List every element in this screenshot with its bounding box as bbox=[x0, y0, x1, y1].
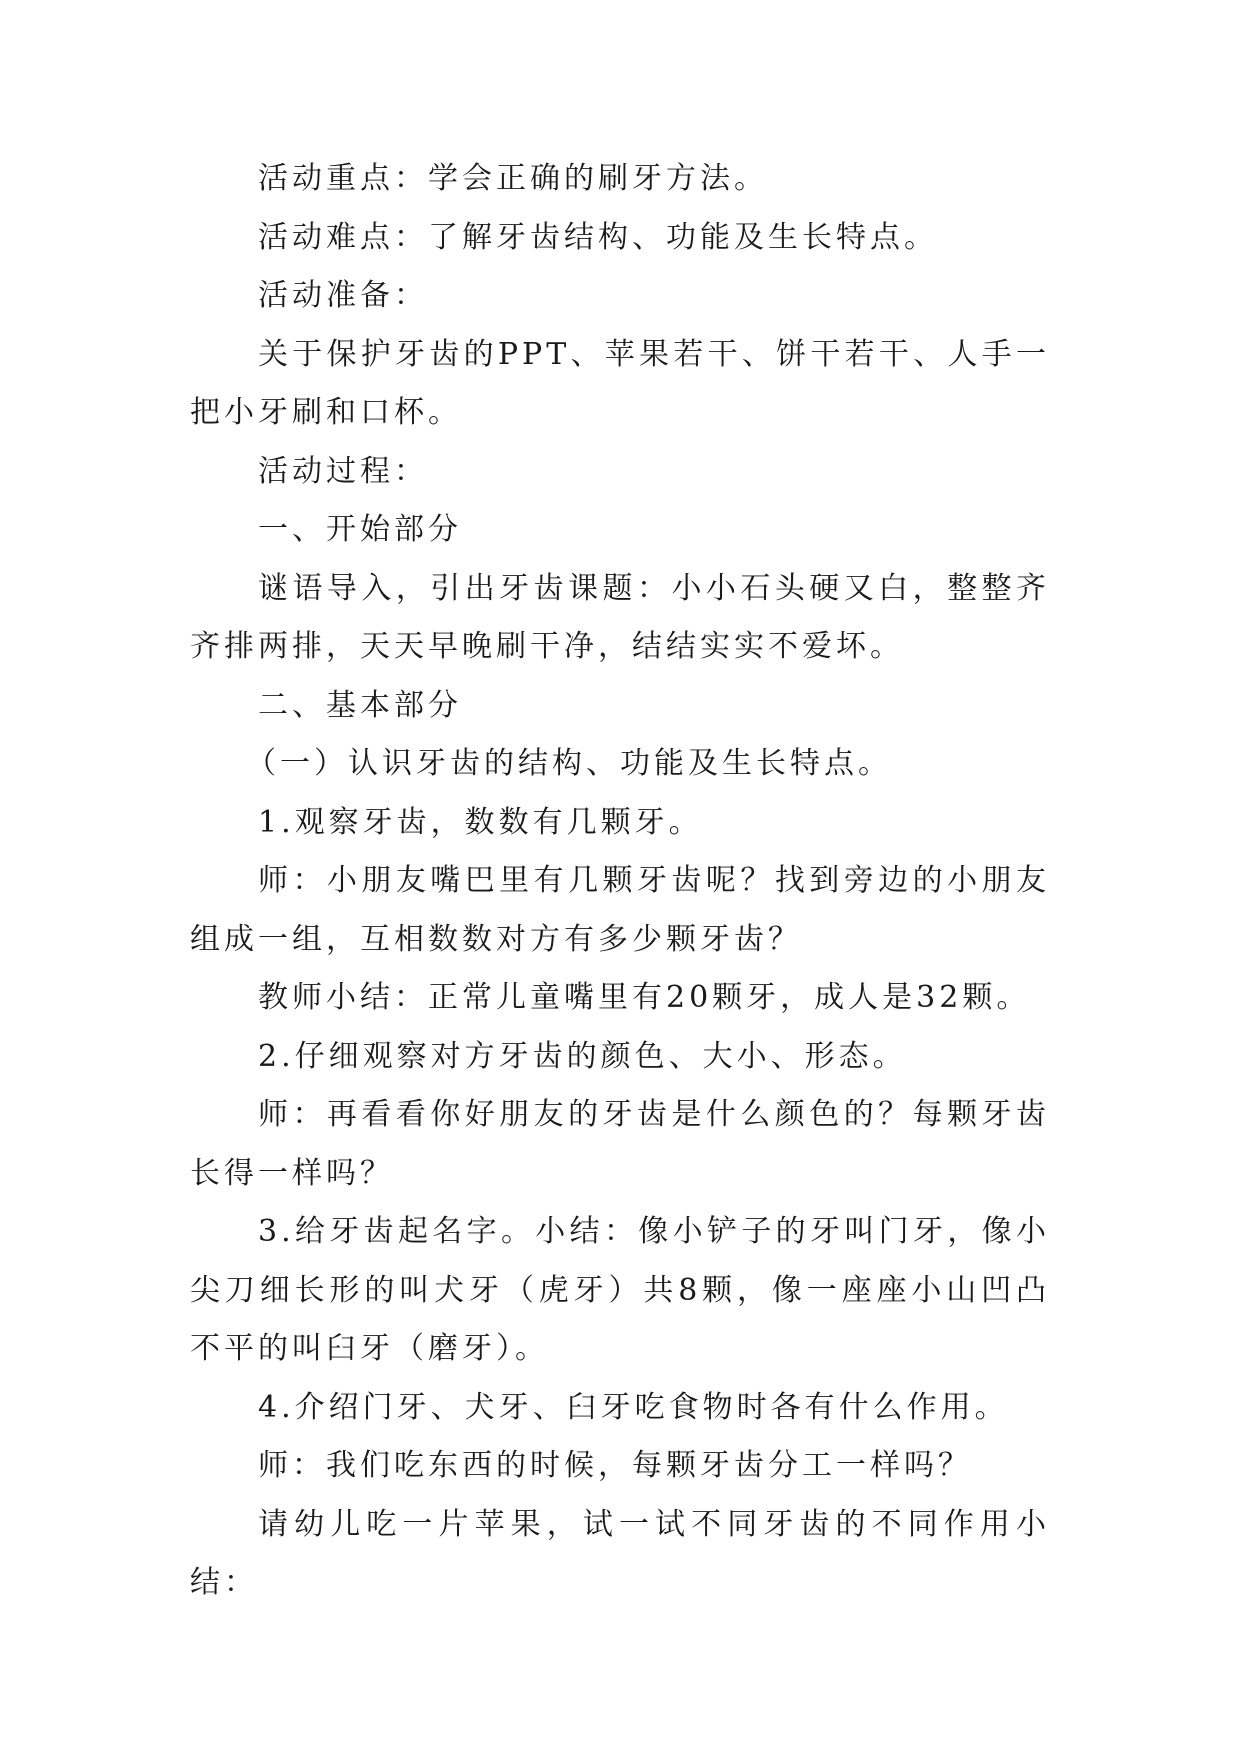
paragraph-apple-activity: 请幼儿吃一片苹果，试一试不同牙齿的不同作用小结： bbox=[190, 1506, 1050, 1600]
paragraph-activity-focus: 活动重点：学会正确的刷牙方法。 bbox=[258, 161, 768, 196]
paragraph-step-4: 4.介绍门牙、犬牙、臼牙吃食物时各有什么作用。 bbox=[258, 1389, 1009, 1425]
paragraph-teacher-question-1: 师：小朋友嘴巴里有几颗牙齿呢？找到旁边的小朋友组成一组，互相数数对方有多少颗牙齿？ bbox=[190, 863, 1050, 957]
paragraph-teacher-question-2: 师：再看看你好朋友的牙齿是什么颜色的？每颗牙齿长得一样吗？ bbox=[190, 1097, 1050, 1191]
paragraph-step-1: 1.观察牙齿，数数有几颗牙。 bbox=[258, 804, 703, 840]
paragraph-teacher-question-3: 师：我们吃东西的时候，每颗牙齿分工一样吗？ bbox=[258, 1448, 972, 1483]
paragraph-step-3: 3.给牙齿起名字。小结：像小铲子的牙叫门牙，像小尖刀细长形的叫犬牙（虎牙）共8颗，像一座座小山凹凸不平的叫臼牙（磨牙）。 bbox=[190, 1214, 1050, 1366]
paragraph-preparation-items: 关于保护牙齿的PPT、苹果若干、饼干若干、人手一把小牙刷和口杯。 bbox=[190, 336, 1050, 430]
paragraph-process-heading: 活动过程： bbox=[258, 453, 428, 489]
paragraph-step-2: 2.仔细观察对方牙齿的颜色、大小、形态。 bbox=[258, 1038, 907, 1074]
section-heading-opening: 一、开始部分 bbox=[258, 512, 462, 547]
subsection-heading-teeth-structure: （一）认识牙齿的结构、功能及生长特点。 bbox=[246, 746, 892, 781]
paragraph-preparation-heading: 活动准备： bbox=[258, 278, 428, 313]
section-heading-basic: 二、基本部分 bbox=[258, 687, 462, 723]
paragraph-teacher-summary: 教师小结：正常儿童嘴里有20颗牙，成人是32颗。 bbox=[258, 980, 1031, 1015]
paragraph-activity-difficulty: 活动难点：了解牙齿结构、功能及生长特点。 bbox=[258, 219, 938, 255]
paragraph-riddle-intro: 谜语导入，引出牙齿课题：小小石头硬又白，整整齐齐排两排，天天早晚刷干净，结结实实不爱坏。 bbox=[190, 570, 1050, 664]
document-body bbox=[190, 150, 1050, 1613]
